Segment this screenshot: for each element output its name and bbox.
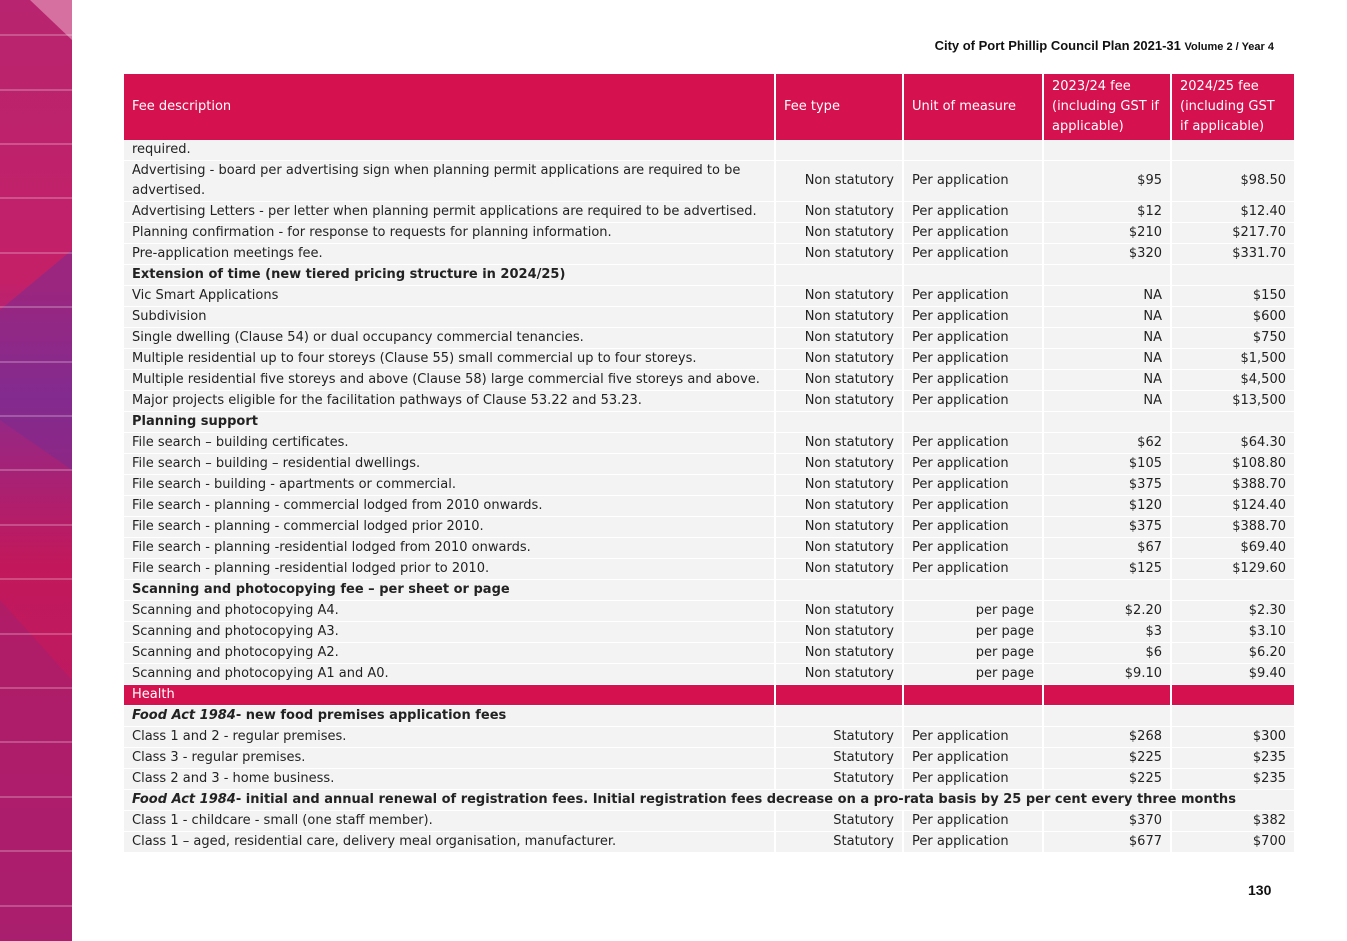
- fee-type-cell: Non statutory: [775, 496, 903, 517]
- fee-description-cell: File search - building - apartments or commercial.: [124, 475, 775, 496]
- fee-2024-25-cell: $150: [1171, 286, 1294, 307]
- section-heading-text: Planning support: [132, 414, 258, 429]
- section-heading-italic: Food Act 1984: [132, 708, 236, 723]
- table-row: [124, 664, 1294, 685]
- fee-2023-24-cell: $225: [1043, 769, 1171, 790]
- fee-description-cell: Class 3 - regular premises.: [124, 748, 775, 769]
- unit-of-measure-cell: Per application: [903, 811, 1043, 832]
- fee-2024-25-cell: $69.40: [1171, 538, 1294, 559]
- table-body: [124, 140, 1294, 853]
- fee-2023-24-cell: NA: [1043, 349, 1171, 370]
- document-title: City of Port Phillip Council Plan 2021-31: [934, 38, 1181, 53]
- unit-of-measure-cell: Per application: [903, 538, 1043, 559]
- table-row: [124, 307, 1294, 328]
- unit-of-measure-cell: Per application: [903, 161, 1043, 202]
- section-heading: [124, 790, 1294, 811]
- fee-description-cell: Major projects eligible for the facilitation pathways of Clause 53.22 and 53.23.: [124, 391, 775, 412]
- fee-2024-25-cell: $235: [1171, 769, 1294, 790]
- empty-cell: [775, 580, 903, 601]
- fee-description-cell: File search - planning -residential lodged from 2010 onwards.: [124, 538, 775, 559]
- fee-2024-25-cell: $6.20: [1171, 643, 1294, 664]
- fee-2023-24-cell: $225: [1043, 748, 1171, 769]
- fee-2024-25-cell: $235: [1171, 748, 1294, 769]
- fee-2023-24-cell: NA: [1043, 328, 1171, 349]
- fee-2023-24-cell: $12: [1043, 202, 1171, 223]
- unit-of-measure-cell: Per application: [903, 769, 1043, 790]
- table-row: [124, 286, 1294, 307]
- empty-cell: [1043, 265, 1171, 286]
- fee-description-cell: required.: [124, 140, 775, 161]
- fee-2024-25-cell: $12.40: [1171, 202, 1294, 223]
- fee-type-cell: Non statutory: [775, 391, 903, 412]
- unit-of-measure-cell: Per application: [903, 496, 1043, 517]
- empty-cell: [903, 140, 1043, 161]
- unit-of-measure-cell: Per application: [903, 475, 1043, 496]
- section-heading-text: Extension of time (new tiered pricing structure in 2024/25): [132, 267, 566, 282]
- fee-description-cell: Class 1 – aged, residential care, delivery meal organisation, manufacturer.: [124, 832, 775, 853]
- table-row: [124, 559, 1294, 580]
- fee-2023-24-cell: $268: [1043, 727, 1171, 748]
- fee-type-cell: Non statutory: [775, 286, 903, 307]
- unit-of-measure-cell: Per application: [903, 244, 1043, 265]
- fee-2023-24-cell: $9.10: [1043, 664, 1171, 685]
- empty-cell: [1171, 706, 1294, 727]
- table-row: [124, 244, 1294, 265]
- unit-of-measure-cell: Per application: [903, 748, 1043, 769]
- empty-cell: [1171, 265, 1294, 286]
- section-heading: [124, 706, 775, 727]
- unit-of-measure-cell: Per application: [903, 454, 1043, 475]
- fee-type-cell: Non statutory: [775, 517, 903, 538]
- fee-description-cell: File search - planning -residential lodged prior to 2010.: [124, 559, 775, 580]
- fee-2024-25-cell: $124.40: [1171, 496, 1294, 517]
- fee-type-cell: Non statutory: [775, 328, 903, 349]
- fee-type-cell: Non statutory: [775, 202, 903, 223]
- table-row: [124, 140, 1294, 161]
- table-row: [124, 161, 1294, 202]
- table-row: [124, 349, 1294, 370]
- unit-of-measure-cell: Per application: [903, 307, 1043, 328]
- fee-2023-24-cell: $125: [1043, 559, 1171, 580]
- fee-type-cell: Statutory: [775, 748, 903, 769]
- decorative-sidebar: [0, 0, 72, 941]
- fee-type-cell: Non statutory: [775, 161, 903, 202]
- fee-2024-25-cell: $217.70: [1171, 223, 1294, 244]
- fee-2024-25-cell: $700: [1171, 832, 1294, 853]
- table-row: [124, 517, 1294, 538]
- table-row: [124, 202, 1294, 223]
- fee-type-cell: Non statutory: [775, 643, 903, 664]
- fee-2024-25-cell: $129.60: [1171, 559, 1294, 580]
- fee-type-cell: Non statutory: [775, 307, 903, 328]
- table-header-row: [124, 74, 1294, 140]
- col-header-fee-description: Fee description: [124, 74, 775, 140]
- table-row: [124, 223, 1294, 244]
- fee-2024-25-cell: $13,500: [1171, 391, 1294, 412]
- empty-cell: [775, 706, 903, 727]
- fee-2023-24-cell: $320: [1043, 244, 1171, 265]
- fee-2023-24-cell: NA: [1043, 370, 1171, 391]
- unit-of-measure-cell: Per application: [903, 328, 1043, 349]
- empty-cell: [1043, 140, 1171, 161]
- fee-description-cell: Multiple residential five storeys and above (Clause 58) large commercial five storeys and above.: [124, 370, 775, 391]
- fee-description-cell: Class 1 and 2 - regular premises.: [124, 727, 775, 748]
- fee-2024-25-cell: $1,500: [1171, 349, 1294, 370]
- fee-type-cell: Non statutory: [775, 664, 903, 685]
- empty-cell: [1043, 580, 1171, 601]
- section-heading-row: [124, 412, 1294, 433]
- fee-type-cell: Statutory: [775, 727, 903, 748]
- fee-description-cell: Class 2 and 3 - home business.: [124, 769, 775, 790]
- table-row: [124, 370, 1294, 391]
- unit-of-measure-cell: Per application: [903, 370, 1043, 391]
- fee-type-cell: Statutory: [775, 769, 903, 790]
- unit-of-measure-cell: Per application: [903, 391, 1043, 412]
- table-row: [124, 643, 1294, 664]
- fee-description-cell: Planning confirmation - for response to requests for planning information.: [124, 223, 775, 244]
- empty-cell: [1171, 685, 1294, 706]
- table-row: [124, 727, 1294, 748]
- col-header-fee-2024-25: 2024/25 fee (including GST if applicable): [1171, 74, 1294, 140]
- fee-2024-25-cell: $108.80: [1171, 454, 1294, 475]
- table-row: [124, 391, 1294, 412]
- section-heading: [124, 580, 775, 601]
- fee-2024-25-cell: $9.40: [1171, 664, 1294, 685]
- empty-cell: [903, 580, 1043, 601]
- empty-cell: [775, 140, 903, 161]
- fee-type-cell: Statutory: [775, 832, 903, 853]
- col-header-unit-of-measure: Unit of measure: [903, 74, 1043, 140]
- fee-type-cell: Non statutory: [775, 433, 903, 454]
- fee-2023-24-cell: $677: [1043, 832, 1171, 853]
- unit-of-measure-cell: Per application: [903, 433, 1043, 454]
- fee-description-cell: Advertising Letters - per letter when planning permit applications are required to be advertised.: [124, 202, 775, 223]
- table-row: [124, 454, 1294, 475]
- table-row: [124, 433, 1294, 454]
- empty-cell: [1171, 412, 1294, 433]
- fee-2023-24-cell: $370: [1043, 811, 1171, 832]
- fee-description-cell: Scanning and photocopying A2.: [124, 643, 775, 664]
- fee-2024-25-cell: $382: [1171, 811, 1294, 832]
- section-heading-italic: Food Act 1984: [132, 792, 236, 807]
- unit-of-measure-cell: Per application: [903, 517, 1043, 538]
- fee-type-cell: Non statutory: [775, 370, 903, 391]
- empty-cell: [1043, 706, 1171, 727]
- fee-2023-24-cell: $210: [1043, 223, 1171, 244]
- fee-type-cell: Non statutory: [775, 475, 903, 496]
- unit-of-measure-cell: per page: [903, 643, 1043, 664]
- unit-of-measure-cell: Per application: [903, 559, 1043, 580]
- fee-description-cell: Scanning and photocopying A3.: [124, 622, 775, 643]
- fee-2023-24-cell: $375: [1043, 475, 1171, 496]
- fee-description-cell: Class 1 - childcare - small (one staff member).: [124, 811, 775, 832]
- fee-2024-25-cell: $750: [1171, 328, 1294, 349]
- page-number: 130: [1248, 882, 1272, 898]
- fee-2023-24-cell: $105: [1043, 454, 1171, 475]
- fee-2023-24-cell: NA: [1043, 391, 1171, 412]
- empty-cell: [1171, 140, 1294, 161]
- fee-description-cell: File search – building certificates.: [124, 433, 775, 454]
- fee-2023-24-cell: $6: [1043, 643, 1171, 664]
- fee-2024-25-cell: $4,500: [1171, 370, 1294, 391]
- unit-of-measure-cell: per page: [903, 622, 1043, 643]
- unit-of-measure-cell: Per application: [903, 727, 1043, 748]
- unit-of-measure-cell: per page: [903, 664, 1043, 685]
- fee-2024-25-cell: $300: [1171, 727, 1294, 748]
- col-header-fee-type: Fee type: [775, 74, 903, 140]
- fee-2023-24-cell: $3: [1043, 622, 1171, 643]
- fee-2024-25-cell: $98.50: [1171, 161, 1294, 202]
- table-row: [124, 496, 1294, 517]
- document-volume: Volume 2 / Year 4: [1184, 41, 1274, 53]
- empty-cell: [903, 412, 1043, 433]
- section-heading-row: [124, 265, 1294, 286]
- fee-2023-24-cell: $67: [1043, 538, 1171, 559]
- fee-type-cell: Non statutory: [775, 223, 903, 244]
- fee-description-cell: Vic Smart Applications: [124, 286, 775, 307]
- fee-2023-24-cell: $120: [1043, 496, 1171, 517]
- fee-description-cell: File search - planning - commercial lodged prior 2010.: [124, 517, 775, 538]
- unit-of-measure-cell: Per application: [903, 349, 1043, 370]
- fee-description-cell: File search – building – residential dwellings.: [124, 454, 775, 475]
- table-row: [124, 769, 1294, 790]
- empty-cell: [903, 685, 1043, 706]
- table-row: [124, 622, 1294, 643]
- empty-cell: [1043, 412, 1171, 433]
- fee-type-cell: Non statutory: [775, 538, 903, 559]
- fee-type-cell: Non statutory: [775, 559, 903, 580]
- section-heading: [124, 265, 775, 286]
- section-heading-row: [124, 706, 1294, 727]
- fee-description-cell: Scanning and photocopying A1 and A0.: [124, 664, 775, 685]
- table-row: [124, 328, 1294, 349]
- fee-description-cell: File search - planning - commercial lodged from 2010 onwards.: [124, 496, 775, 517]
- fee-description-cell: Single dwelling (Clause 54) or dual occupancy commercial tenancies.: [124, 328, 775, 349]
- section-heading-row: [124, 790, 1294, 811]
- fee-description-cell: Pre-application meetings fee.: [124, 244, 775, 265]
- fee-description-cell: Advertising - board per advertising sign when planning permit applications are required to be advertised.: [124, 161, 775, 202]
- fee-2024-25-cell: $331.70: [1171, 244, 1294, 265]
- fee-2023-24-cell: $375: [1043, 517, 1171, 538]
- unit-of-measure-cell: Per application: [903, 202, 1043, 223]
- fee-type-cell: Non statutory: [775, 622, 903, 643]
- col-header-fee-2023-24: 2023/24 fee (including GST if applicable): [1043, 74, 1171, 140]
- fee-2024-25-cell: $64.30: [1171, 433, 1294, 454]
- section-heading-text: - new food premises application fees: [235, 708, 507, 723]
- table-row: [124, 538, 1294, 559]
- fee-2023-24-cell: $62: [1043, 433, 1171, 454]
- fee-2023-24-cell: $2.20: [1043, 601, 1171, 622]
- sidebar-pattern: [0, 0, 72, 941]
- unit-of-measure-cell: per page: [903, 601, 1043, 622]
- fee-type-cell: Non statutory: [775, 244, 903, 265]
- fee-description-cell: Scanning and photocopying A4.: [124, 601, 775, 622]
- fee-2024-25-cell: $388.70: [1171, 475, 1294, 496]
- table-row: [124, 748, 1294, 769]
- fee-type-cell: Non statutory: [775, 349, 903, 370]
- section-heading-text: Scanning and photocopying fee – per sheet or page: [132, 582, 510, 597]
- fee-2023-24-cell: NA: [1043, 307, 1171, 328]
- empty-cell: [1043, 685, 1171, 706]
- category-band-row: [124, 685, 1294, 706]
- section-heading-row: [124, 580, 1294, 601]
- empty-cell: [1171, 580, 1294, 601]
- fee-2024-25-cell: $600: [1171, 307, 1294, 328]
- section-heading-text: - initial and annual renewal of registration fees. Initial registration fees decrease on a pro-rata basis by 25 per cent every three months: [235, 792, 1236, 807]
- empty-cell: [903, 265, 1043, 286]
- empty-cell: [775, 685, 903, 706]
- fee-2023-24-cell: $95: [1043, 161, 1171, 202]
- document-header: [0, 38, 1274, 53]
- fees-table: [124, 74, 1294, 853]
- table-row: [124, 601, 1294, 622]
- table-row: [124, 475, 1294, 496]
- unit-of-measure-cell: Per application: [903, 223, 1043, 244]
- fee-description-cell: Subdivision: [124, 307, 775, 328]
- fee-type-cell: Non statutory: [775, 601, 903, 622]
- fee-2024-25-cell: $388.70: [1171, 517, 1294, 538]
- unit-of-measure-cell: Per application: [903, 286, 1043, 307]
- empty-cell: [775, 265, 903, 286]
- empty-cell: [775, 412, 903, 433]
- table-row: [124, 832, 1294, 853]
- section-heading: [124, 412, 775, 433]
- unit-of-measure-cell: Per application: [903, 832, 1043, 853]
- fee-2024-25-cell: $2.30: [1171, 601, 1294, 622]
- category-band-label: Health: [124, 685, 775, 706]
- fee-type-cell: Non statutory: [775, 454, 903, 475]
- fee-2023-24-cell: NA: [1043, 286, 1171, 307]
- fee-type-cell: Statutory: [775, 811, 903, 832]
- empty-cell: [903, 706, 1043, 727]
- fee-description-cell: Multiple residential up to four storeys (Clause 55) small commercial up to four storeys.: [124, 349, 775, 370]
- fee-2024-25-cell: $3.10: [1171, 622, 1294, 643]
- table-row: [124, 811, 1294, 832]
